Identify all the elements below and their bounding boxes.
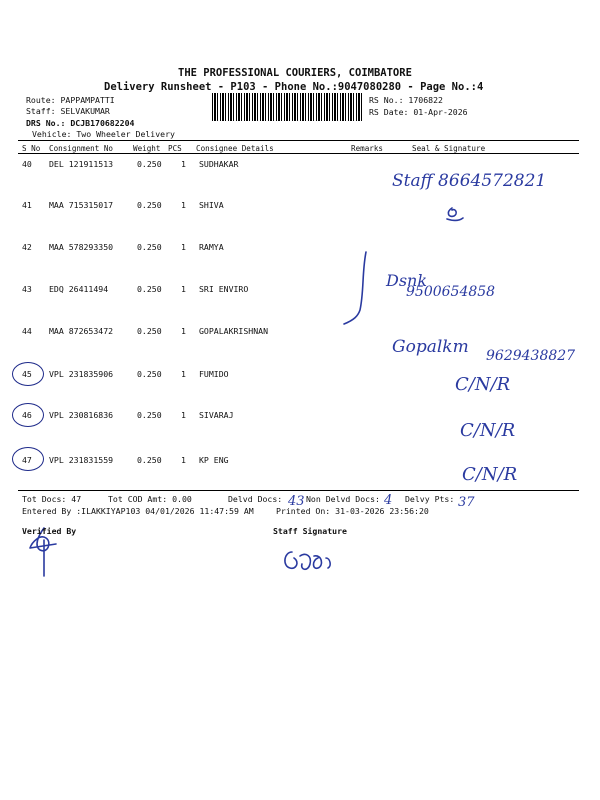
col-consignee: Consignee Details [196,144,274,153]
handwritten-circle-46 [12,403,44,427]
row-consignee: GOPALAKRISHNAN [199,326,269,336]
verified-by-label: Verified By [22,526,77,536]
row-consignment: DEL 121911513 [49,159,114,169]
entered-by: Entered By :ILAKKIYAP103 04/01/2026 11:47:59 AM [22,506,254,516]
footer-rule [18,490,579,491]
row-sno: 45 [22,369,32,379]
delvd-docs-label: Delvd Docs: [228,494,283,504]
handwritten-sign-40: Staff 8664572821 [392,171,547,191]
handwritten-delvd-count: 43 [288,494,305,509]
handwritten-circle-45 [12,362,44,386]
staff-signature-scribble [285,552,330,569]
handwritten-delvy-pts: 37 [458,495,475,510]
row-pcs: 1 [181,284,186,294]
row-weight: 0.250 [137,455,162,465]
handwritten-circle-47 [12,447,44,471]
row-sno: 40 [22,159,32,169]
row-sno: 42 [22,242,32,252]
row-pcs: 1 [181,326,186,336]
handwritten-cnr-45: C/N/R [455,374,511,395]
runsheet-subtitle: Delivery Runsheet - P103 - Phone No.:9047080280 - Page No.:4 [104,81,484,93]
col-consignment: Consignment No [49,144,114,153]
staff: Staff: SELVAKUMAR [26,106,110,116]
row-pcs: 1 [181,242,186,252]
handwritten-sign-41 [447,208,463,220]
row-consignment: VPL 231831559 [49,455,114,465]
row-consignee: SIVARAJ [199,410,234,420]
rs-number: RS No.: 1706822 [369,95,443,105]
vehicle: Vehicle: Two Wheeler Delivery [32,129,175,139]
row-consignment: MAA 578293350 [49,242,114,252]
row-consignee: SHIVA [199,200,224,210]
tot-docs: Tot Docs: 47 [22,494,82,504]
delvy-pts-label: Delvy Pts: [405,494,455,504]
handwritten-bracket [344,252,366,324]
col-seal-signature: Seal & Signature [412,144,486,153]
row-weight: 0.250 [137,326,162,336]
route: Route: PAPPAMPATTI [26,95,115,105]
row-sno: 46 [22,410,32,420]
row-consignment: MAA 872653472 [49,326,114,336]
row-pcs: 1 [181,200,186,210]
printed-on: Printed On: 31-03-2026 23:56:20 [276,506,429,516]
header-top-rule [18,140,579,141]
col-sno: S No [22,144,41,153]
barcode [212,93,364,121]
staff-signature-label: Staff Signature [273,526,347,536]
handwritten-cnr-46: C/N/R [460,420,516,441]
header-bottom-rule [18,153,579,154]
row-pcs: 1 [181,410,186,420]
row-consignee: RAMYA [199,242,224,252]
row-pcs: 1 [181,455,186,465]
row-sno: 41 [22,200,32,210]
handwritten-sign-44: Gopalkm [392,337,469,357]
row-consignment: EDQ 26411494 [49,284,109,294]
row-sno: 47 [22,455,32,465]
handwritten-sign-43: Dsnk [386,271,428,290]
col-pcs: PCS [168,144,182,153]
tot-cod-amt: Tot COD Amt: 0.00 [108,494,192,504]
handwritten-non-delvd-count: 4 [384,493,393,508]
row-weight: 0.250 [137,159,162,169]
row-consignee: SRI ENVIRO [199,284,249,294]
row-weight: 0.250 [137,284,162,294]
row-weight: 0.250 [137,369,162,379]
rs-date: RS Date: 01-Apr-2026 [369,107,468,117]
row-pcs: 1 [181,159,186,169]
col-remarks: Remarks [351,144,384,153]
row-consignee: SUDHAKAR [199,159,239,169]
row-consignee: FUMIDO [199,369,229,379]
handwritten-phone-43: 9500654858 [406,284,496,300]
handwritten-cnr-47: C/N/R [462,464,518,485]
row-weight: 0.250 [137,242,162,252]
row-weight: 0.250 [137,200,162,210]
non-delvd-docs-label: Non Delvd Docs: [306,494,380,504]
row-pcs: 1 [181,369,186,379]
row-sno: 43 [22,284,32,294]
row-consignment: MAA 715315017 [49,200,114,210]
row-consignee: KP ENG [199,455,229,465]
col-weight: Weight [133,144,161,153]
row-weight: 0.250 [137,410,162,420]
handwritten-phone-44: 9629438827 [486,348,576,364]
row-consignment: VPL 230816836 [49,410,114,420]
company-name: THE PROFESSIONAL COURIERS, COIMBATORE [178,67,412,79]
row-consignment: VPL 231835906 [49,369,114,379]
drs-number: DRS No.: DCJB170682204 [26,118,135,128]
row-sno: 44 [22,326,32,336]
